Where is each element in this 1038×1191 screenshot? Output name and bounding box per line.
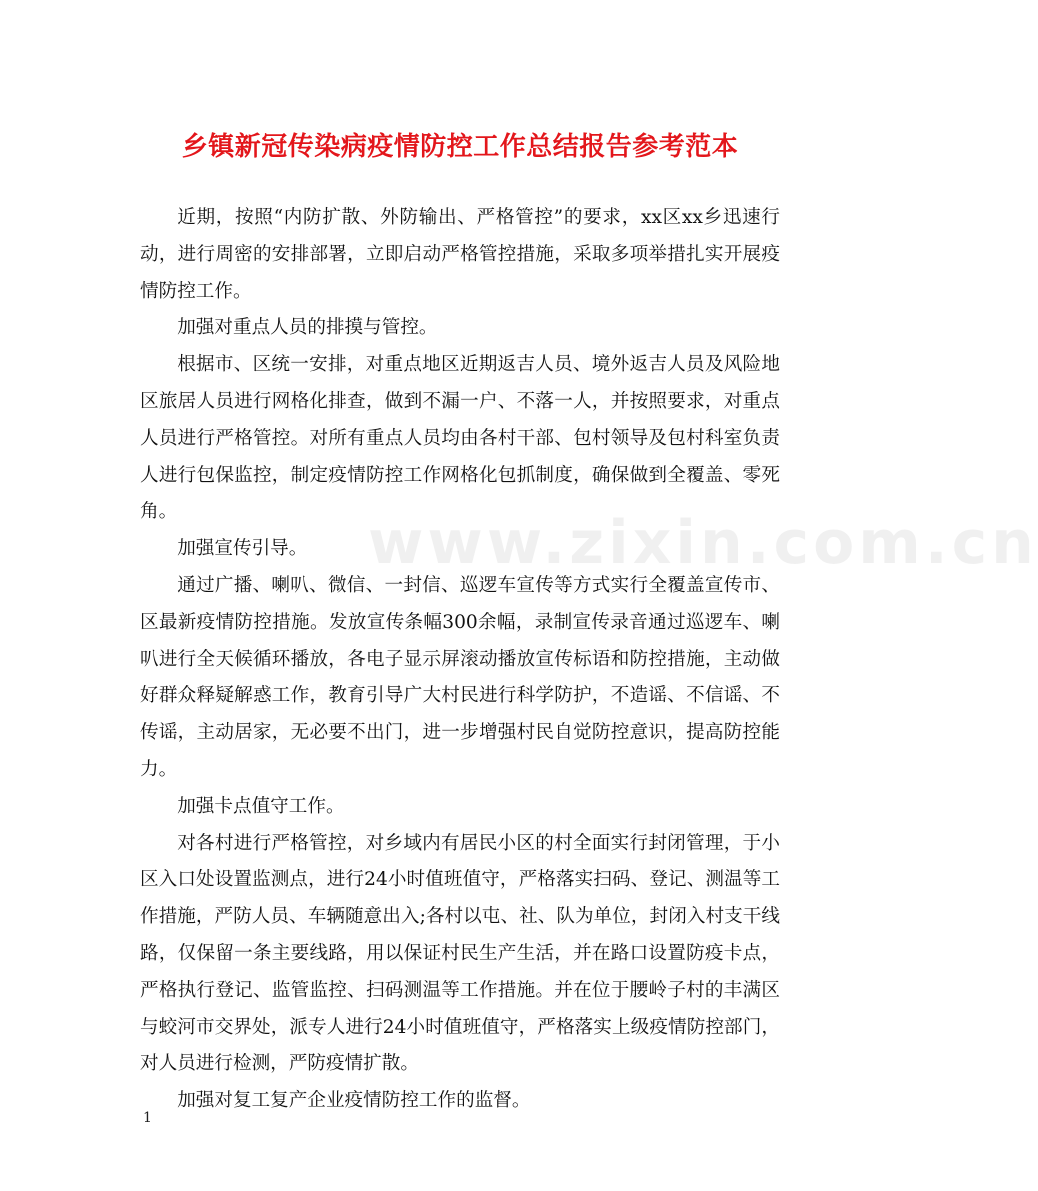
page-number: 1: [143, 1110, 152, 1126]
watermark: www.zixin.com.cn: [368, 508, 1038, 578]
paragraph-intro: 近期，按照“内防扩散、外防输出、严格管控”的要求，xx区xx乡迅速行动，进行周密的安排部署，立即启动严格管控措施，采取多项举措扎实开展疫情防控工作。: [140, 207, 780, 302]
paragraph-heading-key-personnel: 加强对重点人员的排摸与管控。: [177, 317, 438, 339]
paragraph-heading-checkpoints: 加强卡点值守工作。: [177, 795, 345, 817]
document-title: 乡镇新冠传染病疫情防控工作总结报告参考范本: [181, 132, 739, 162]
paragraph-publicity: 通过广播、喇叭、微信、一封信、巡逻车宣传等方式实行全覆盖宣传市、区最新疫情防控措施。发放宣传条幅300余幅，录制宣传录音通过巡逻车、喇叭进行全天候循环播放，各电子显示屏滚动播放宣传标语和防控措施，主动做好群众释疑解惑工作，教育引导广大村民进行科学防护，不造谣、不信谣、不传谣，主动居家，无必要不出门，进一步增强村民自觉防控意识，提高防控能力。: [140, 574, 780, 780]
paragraph-key-personnel: 根据市、区统一安排，对重点地区近期返吉人员、境外返吉人员及风险地区旅居人员进行网格化排查，做到不漏一户、不落一人，并按照要求，对重点人员进行严格管控。对所有重点人员均由各村干部、包村领导及包村科室负责人进行包保监控，制定疫情防控工作网格化包抓制度，确保做到全覆盖、零死角。: [140, 354, 780, 523]
paragraph-heading-enterprise: 加强对复工复产企业疫情防控工作的监督。: [177, 1090, 531, 1112]
document-body: [140, 200, 780, 1120]
paragraph-heading-publicity: 加强宣传引导。: [177, 538, 308, 560]
paragraph-checkpoints: 对各村进行严格管控，对乡域内有居民小区的村全面实行封闭管理，于小区入口处设置监测点，进行24小时值班值守，严格落实扫码、登记、测温等工作措施，严防人员、车辆随意出入;各村以屯、社、队为单位，封闭入村支干线路，仅保留一条主要线路，用以保证村民生产生活，并在路口设置防疫卡点，严格执行登记、监管监控、扫码测温等工作措施。并在位于腰岭子村的丰满区与蛟河市交界处，派专人进行24小时值班值守，严格落实上级疫情防控部门，对人员进行检测，严防疫情扩散。: [140, 832, 780, 1075]
